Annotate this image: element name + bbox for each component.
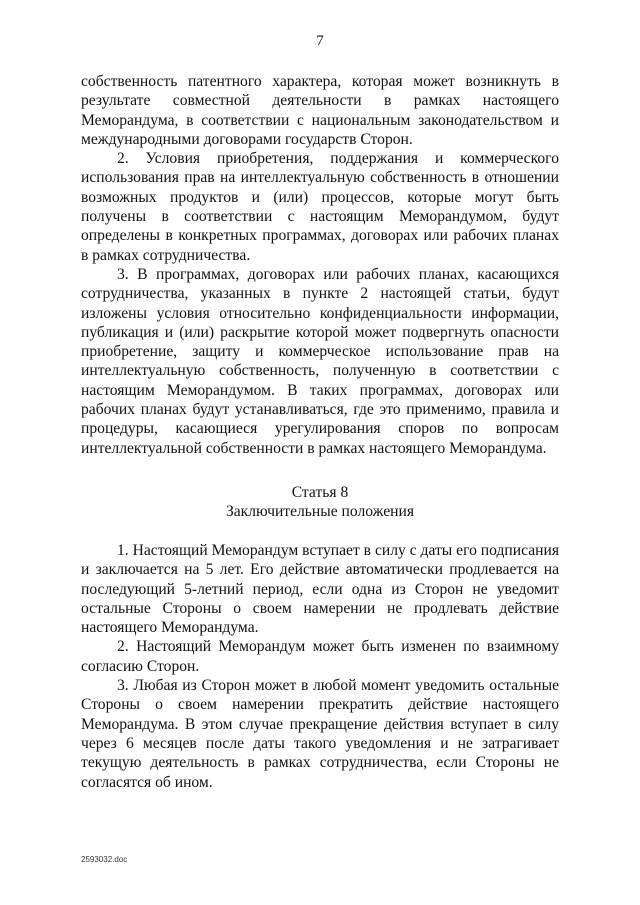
paragraph-clause-2: 2. Условия приобретения, поддержания и коммерческого использования прав на интеллектуальную собственность в отношении возможных продуктов и (или) процессов, которые могут быть получены в соответствии с настоящим Меморандумом, будут определены в конкретных программах, договорах или рабочих планах в рамках сотрудничества. xyxy=(81,150,559,264)
article-title: Заключительные положения xyxy=(225,503,415,521)
top-text-section xyxy=(81,72,559,458)
document-file-code: 2593032.doc xyxy=(81,855,128,864)
paragraph-final-3: 3. Любая из Сторон может в любой момент уведомить остальные Стороны о своем намерении прекратить действие настоящего Меморандума. В этом случае прекращение действия вступает в силу через 6 месяцев после даты такого уведомления и не затрагивает текущую деятельность в рамках сотрудничества, если Стороны не согласятся об ином. xyxy=(81,677,559,791)
paragraph-final-2: 2. Настоящий Меморандум может быть изменен по взаимному согласию Сторон. xyxy=(81,638,559,675)
page-number: 7 xyxy=(316,33,324,49)
final-provisions-section xyxy=(81,541,559,792)
paragraph-final-1: 1. Настоящий Меморандум вступает в силу с даты его подписания и заключается на 5 лет. Его действие автоматически продлевается на последующий 5-летний период, если одна из Сторон не уведомит остальные Стороны о своем намерении не продлевать действие настоящего Меморандума. xyxy=(81,542,559,637)
article-heading xyxy=(0,483,640,522)
paragraph-continuation: собственность патентного характера, которая может возникнуть в результате совместной деятельности в рамках настоящего Меморандума, в соответствии с национальным законодательством и международными договорами государств Сторон. xyxy=(81,73,559,148)
article-number: Статья 8 xyxy=(291,484,349,501)
paragraph-clause-3: 3. В программах, договорах или рабочих планах, касающихся сотрудничества, указанных в пункте 2 настоящей статьи, будут изложены условия относительно конфиденциальности информации, публикация и (или) раскрытие которой может подвергнуть опасности приобретение, защиту и коммерческое использование прав на интеллектуальную собственность, полученную в соответствии с настоящим Меморандумом. В таких программах, договорах или рабочих планах будут устанавливаться, где это применимо, правила и процедуры, касающиеся урегулирования споров по вопросам интеллектуальной собственности в рамках настоящего Меморандума. xyxy=(81,265,559,457)
